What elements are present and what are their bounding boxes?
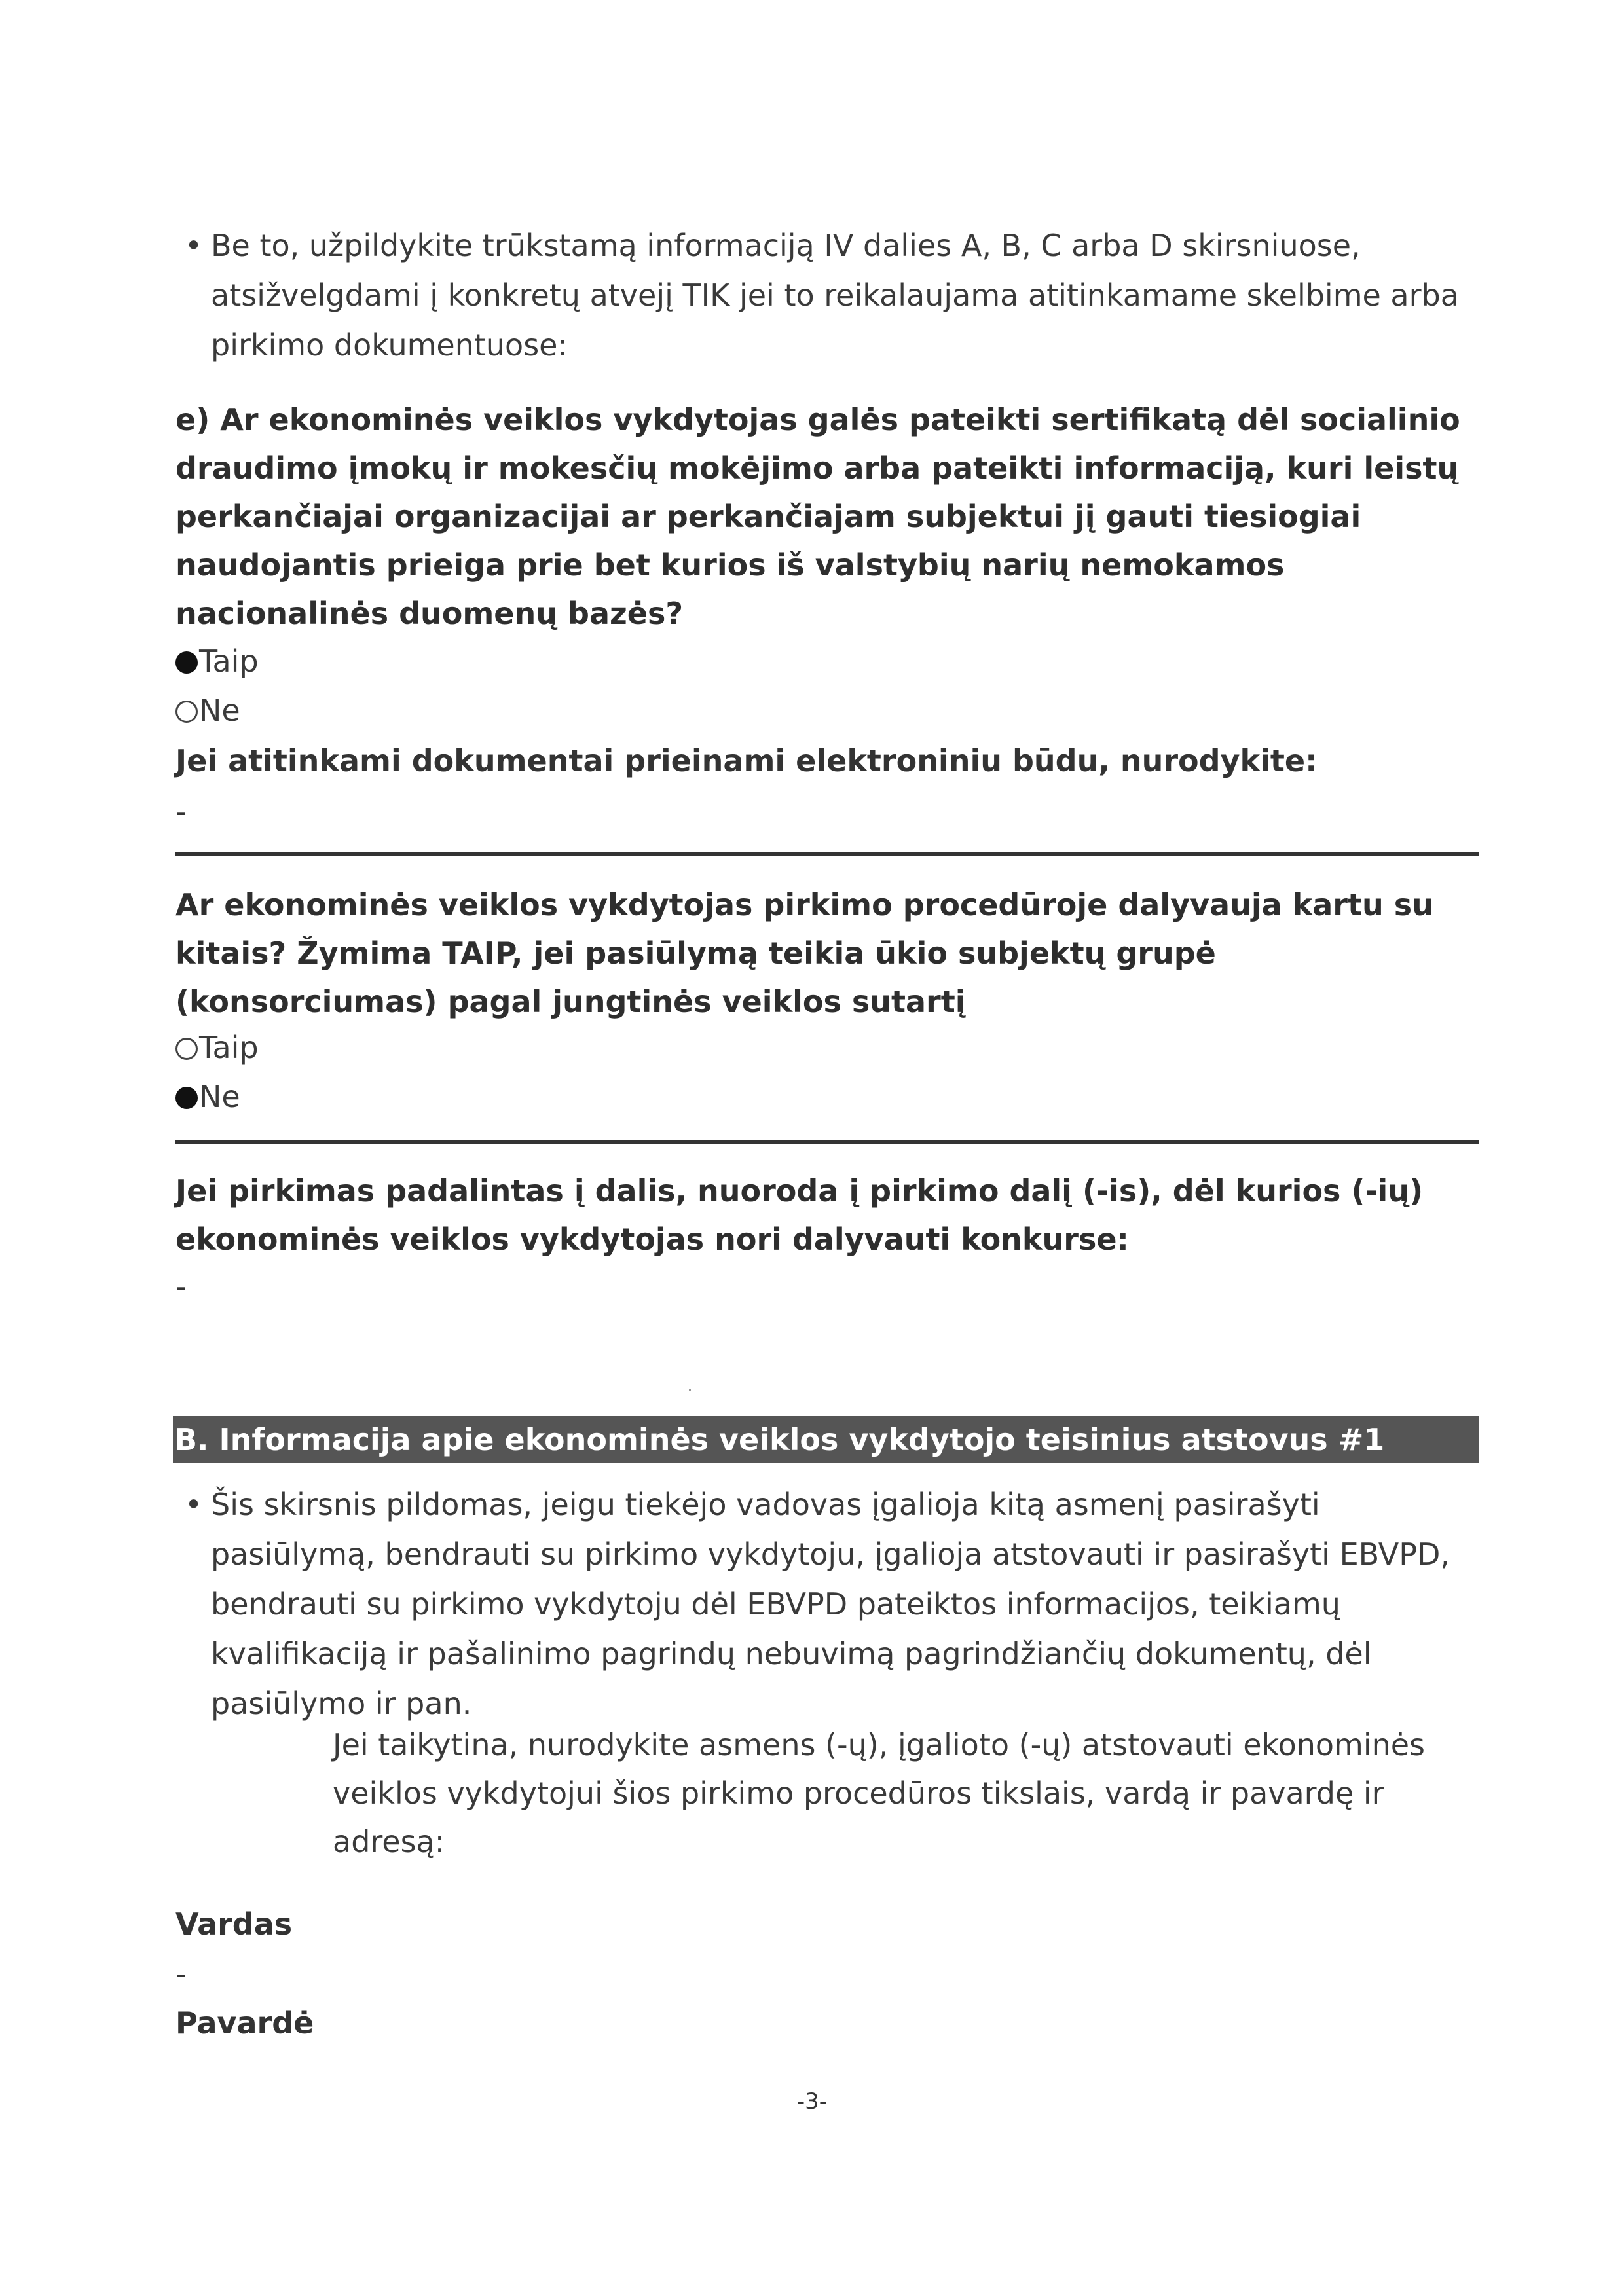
radio-selected-icon[interactable] — [175, 1087, 198, 1109]
question-consortium-option-yes[interactable] — [175, 1028, 259, 1067]
intro-bullet — [185, 221, 1481, 370]
radio-unselected-icon[interactable] — [175, 701, 198, 723]
option-no-label: Ne — [199, 1079, 240, 1114]
scan-speck — [689, 1389, 691, 1391]
bullet-dot: • — [185, 228, 203, 263]
option-yes-label: Taip — [199, 644, 259, 679]
divider — [175, 852, 1479, 856]
section-b-bullet-text: Šis skirsnis pildomas, jeigu tiekėjo vadovas įgalioja kitą asmenį pasirašyti pasiūlymą, bendrauti su pirkimo vykdytoju, įgalioja atstovauti ir pasirašyti EBVPD, bendrauti su pirkimo vykdytoju dėl EBVPD pateiktos informacijos, teikiamų kvalifikaciją ir pašalinimo pagrindų nebuvimą pagrindžiančių dokumentų, dėl pasiūlymo ir pan. — [211, 1487, 1450, 1721]
section-b-instruction: Jei taikytina, nurodykite asmens (-ų), įgalioto (-ų) atstovauti ekonominės veiklos vykdytojui šios pirkimo procedūros tikslais, vardą ir pavardę ir adresą: — [333, 1727, 1426, 1859]
radio-unselected-icon[interactable] — [175, 1038, 198, 1060]
section-b-header: B. Informacija apie ekonominės veiklos vykdytojo teisinius atstovus #1 — [173, 1416, 1479, 1463]
first-name-value: - — [175, 1956, 187, 1992]
first-name-label: Vardas — [175, 1906, 293, 1942]
option-yes-label: Taip — [199, 1030, 259, 1065]
question-lots-value: - — [175, 1269, 187, 1304]
electronic-docs-value: - — [175, 794, 187, 829]
question-e-text: e) Ar ekonominės veiklos vykdytojas galės pateikti sertifikatą dėl socialinio draudimo įmokų ir mokesčių mokėjimo arba pateikti informaciją, kuri leistų perkančiajai organizacijai ar perkančiajam subjektui jį gauti tiesiogiai naudojantis prieiga prie bet kurios iš valstybių narių nemokamos nacionalinės duomenų bazės? — [175, 402, 1460, 631]
section-b-bullet — [185, 1480, 1481, 1728]
radio-selected-icon[interactable] — [175, 651, 198, 674]
question-e-option-no[interactable] — [175, 691, 240, 730]
option-no-label: Ne — [199, 693, 240, 728]
question-e-option-yes[interactable] — [175, 642, 259, 681]
question-lots-text: Jei pirkimas padalintas į dalis, nuoroda į pirkimo dalį (-is), dėl kurios (-ių) ekonominės veiklos vykdytojas nori dalyvauti konkurse: — [175, 1173, 1424, 1257]
question-consortium-option-no[interactable] — [175, 1077, 240, 1116]
intro-bullet-text: Be to, užpildykite trūkstamą informaciją IV dalies A, B, C arba D skirsniuose, atsižvelgdami į konkretų atvejį TIK jei to reikalaujama atitinkamame skelbime arba pirkimo dokumentuose: — [211, 228, 1459, 363]
question-consortium-text: Ar ekonominės veiklos vykdytojas pirkimo procedūroje dalyvauja kartu su kitais? Žymima TAIP, jei pasiūlymą teikia ūkio subjektų grupė (konsorciumas) pagal jungtinės veiklos sutartį — [175, 887, 1433, 1019]
divider — [175, 1140, 1479, 1144]
page-number: -3- — [796, 2088, 828, 2115]
electronic-docs-label: Jei atitinkami dokumentai prieinami elektroniniu būdu, nurodykite: — [175, 743, 1318, 778]
bullet-dot: • — [185, 1487, 203, 1522]
last-name-label: Pavardė — [175, 2005, 314, 2041]
